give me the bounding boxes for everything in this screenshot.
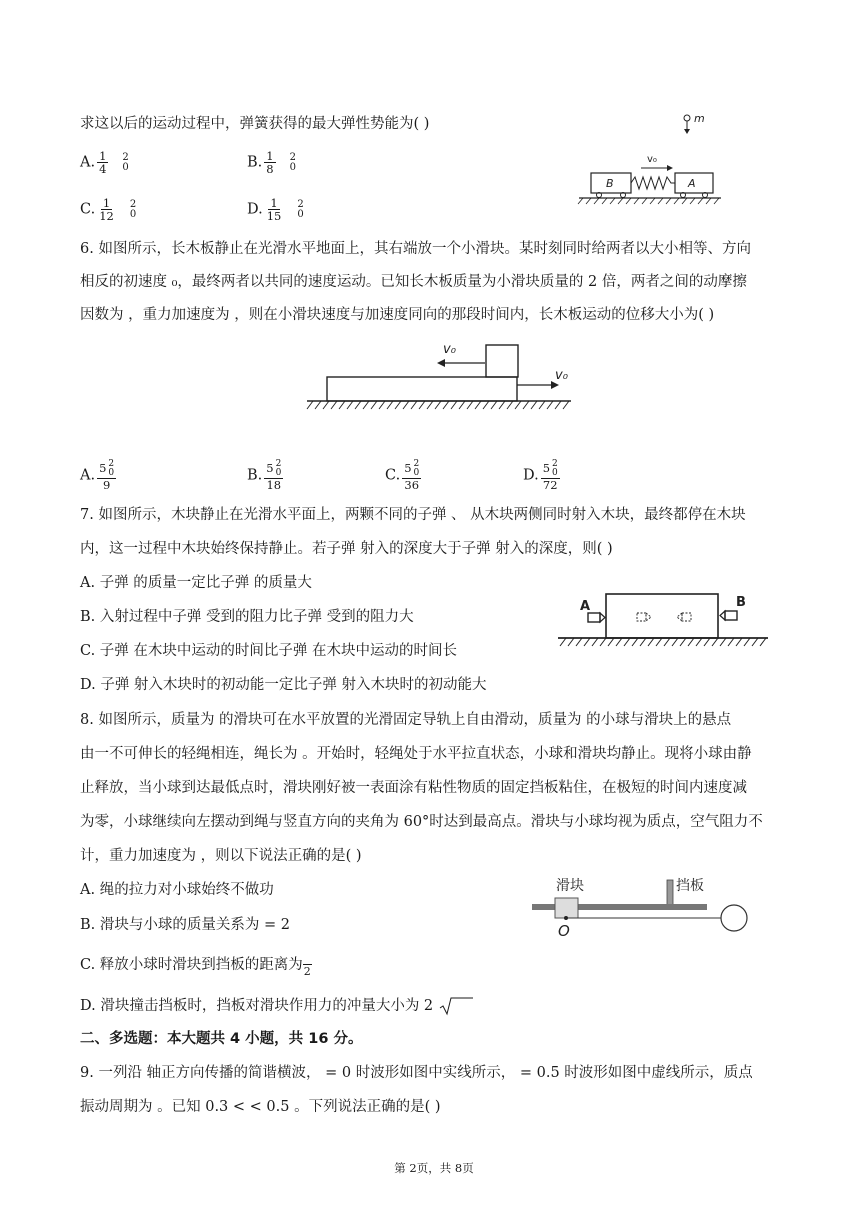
falling-mass-dot [684,115,690,121]
option-label: A. [80,467,96,484]
option-fraction: $\frac{1}{12}$ [99,196,114,223]
option-fraction: 5 2 0 9 [99,459,115,492]
q8-line-4: 为零，小球继续向左摆动到绳与竖直方向的夹角为 60°时达到最高点。滑块与小球均视为质点，空气阻力不 [80,814,763,830]
q8-line-5: 计，重力加速度为 ，则以下说法正确的是( ) [80,848,362,864]
page-footer: 第 2页，共 8页 [394,1161,474,1175]
option-label: C. [385,467,401,484]
q5-figure [575,108,725,210]
label-v0-left: v₀ [443,342,456,357]
sqrt-icon [438,996,474,1016]
q7-line-2: 内，这一过程中木块始终保持静止。若子弹 射入的深度大于子弹 射入的深度，则( ) [80,541,613,557]
label-a: A [580,599,591,614]
label-a: A [688,177,696,190]
q6-option-c[interactable] [385,460,421,491]
q8-figure [528,874,753,944]
q8-line-3: 止释放，当小球到达最低点时，滑块刚好被一表面涂有粘性物质的固定挡板粘住，在极短的时间内速度减 [80,780,747,796]
q5-option-a[interactable] [80,150,129,175]
q8-line-2: 由一不可伸长的轻绳相连，绳长为 。开始时，轻绳处于水平拉直状态，小球和滑块均静止。现将小球由静 [80,746,752,762]
q6-option-a[interactable] [80,460,116,491]
bullet-a [588,613,600,622]
q7-option-d[interactable]: D. 子弹 射入木块时的初动能一定比子弹 射入木块时的初动能大 [80,677,487,693]
q5-option-d[interactable] [247,197,304,222]
option-tail: 2 0 [297,198,304,220]
q6-line-3: 因数为 ，重力加速度为 ，则在小滑块速度与加速度同向的那段时间内，长木板运动的位移大小为( ) [80,307,715,323]
q5-option-c[interactable] [80,197,136,222]
q8-option-b[interactable]: B. 滑块与小球的质量关系为 = 2 [80,917,290,933]
label-b: B [606,177,614,190]
label-o: O [558,922,570,940]
label-slider: 滑块 [556,878,584,894]
option-fraction: $\frac{1}{8}$ [266,149,274,176]
bullet-b [725,611,737,620]
slider-block [555,898,578,918]
q7-option-c[interactable]: C. 子弹 在木块中运动的时间比子弹 在木块中运动的时间长 [80,643,458,659]
q9-line-2: 振动周期为 。已知 0.3 < < 0.5 。下列说法正确的是( ) [80,1099,441,1115]
q8-line-1: 8. 如图所示，质量为 的滑块可在水平放置的光滑固定导轨上自由滑动，质量为 的小球与滑块上的悬点 [80,712,732,728]
q7-option-b[interactable]: B. 入射过程中子弹 受到的阻力比子弹 受到的阻力大 [80,609,414,625]
q6-option-b[interactable] [247,460,283,491]
q5-stem-tail: 求这以后的运动过程中，弹簧获得的最大弹性势能为( ) [80,116,430,132]
small-block [486,345,518,377]
small-ball [721,905,747,931]
option-label: C. [80,201,96,218]
option-tail: 2 0 [289,151,296,173]
q6-line-2: 相反的初速度 ₀，最终两者以共同的速度运动。已知长木板质量为小滑块质量的 2 倍，两者之间的动摩擦 [80,274,747,290]
option-tail: 2 0 [129,198,137,220]
spring [631,177,675,189]
option-label: D. [247,201,263,218]
q6-line-1: 6. 如图所示，长木板静止在光滑水平地面上，其右端放一个小滑块。某时刻同时给两者以大小相等、方向 [80,241,751,257]
q9-line-1: 9. 一列沿 轴正方向传播的简谐横波， = 0 时波形如图中实线所示， = 0.5 时波形如图中虚线所示，质点 [80,1065,753,1081]
baffle [667,880,673,906]
long-board [327,377,517,401]
pivot-point [564,916,568,920]
label-v0: v₀ [647,154,657,165]
q6-figure [305,333,575,418]
label-m: m [694,112,705,125]
option-fraction: $\frac{1}{15}$ [266,196,282,223]
option-text: D. 滑块撞击挡板时，挡板对滑块作用力的冲量大小为 2 [80,998,434,1014]
q8-option-d[interactable] [80,996,474,1016]
option-fraction: 5 2 0 18 [266,459,282,492]
label-b: B [736,595,746,610]
option-label: D. [523,467,539,484]
label-v0-right: v₀ [555,368,568,383]
q8-option-a[interactable]: A. 绳的拉力对小球始终不做功 [80,882,274,898]
option-label: B. [247,467,263,484]
q5-option-b[interactable] [247,150,296,175]
option-fraction: $\frac{1}{4}$ [99,149,107,176]
q7-option-a[interactable]: A. 子弹 的质量一定比子弹 的质量大 [80,575,312,591]
wooden-block [606,594,718,638]
option-fraction-den: 2 [303,965,311,978]
option-label: A. [80,154,96,171]
label-baffle: 挡板 [676,878,704,894]
section-multiple-choice-heading: 二、多选题：本大题共 4 小题，共 16 分。 [80,1031,363,1047]
option-text: C. 释放小球时滑块到挡板的距离为 [80,957,303,973]
option-label: B. [247,154,263,171]
q6-option-d[interactable] [523,460,560,491]
q8-option-c[interactable] [80,955,312,976]
q7-figure [558,588,773,658]
q7-line-1: 7. 如图所示，木块静止在光滑水平面上，两颗不同的子弹 、 从木块两侧同时射入木块，最终都停在木块 [80,507,746,523]
option-fraction: 5 2 0 36 [404,459,420,492]
option-tail: 2 0 [122,151,129,173]
option-fraction: 5 2 0 72 [542,459,558,492]
